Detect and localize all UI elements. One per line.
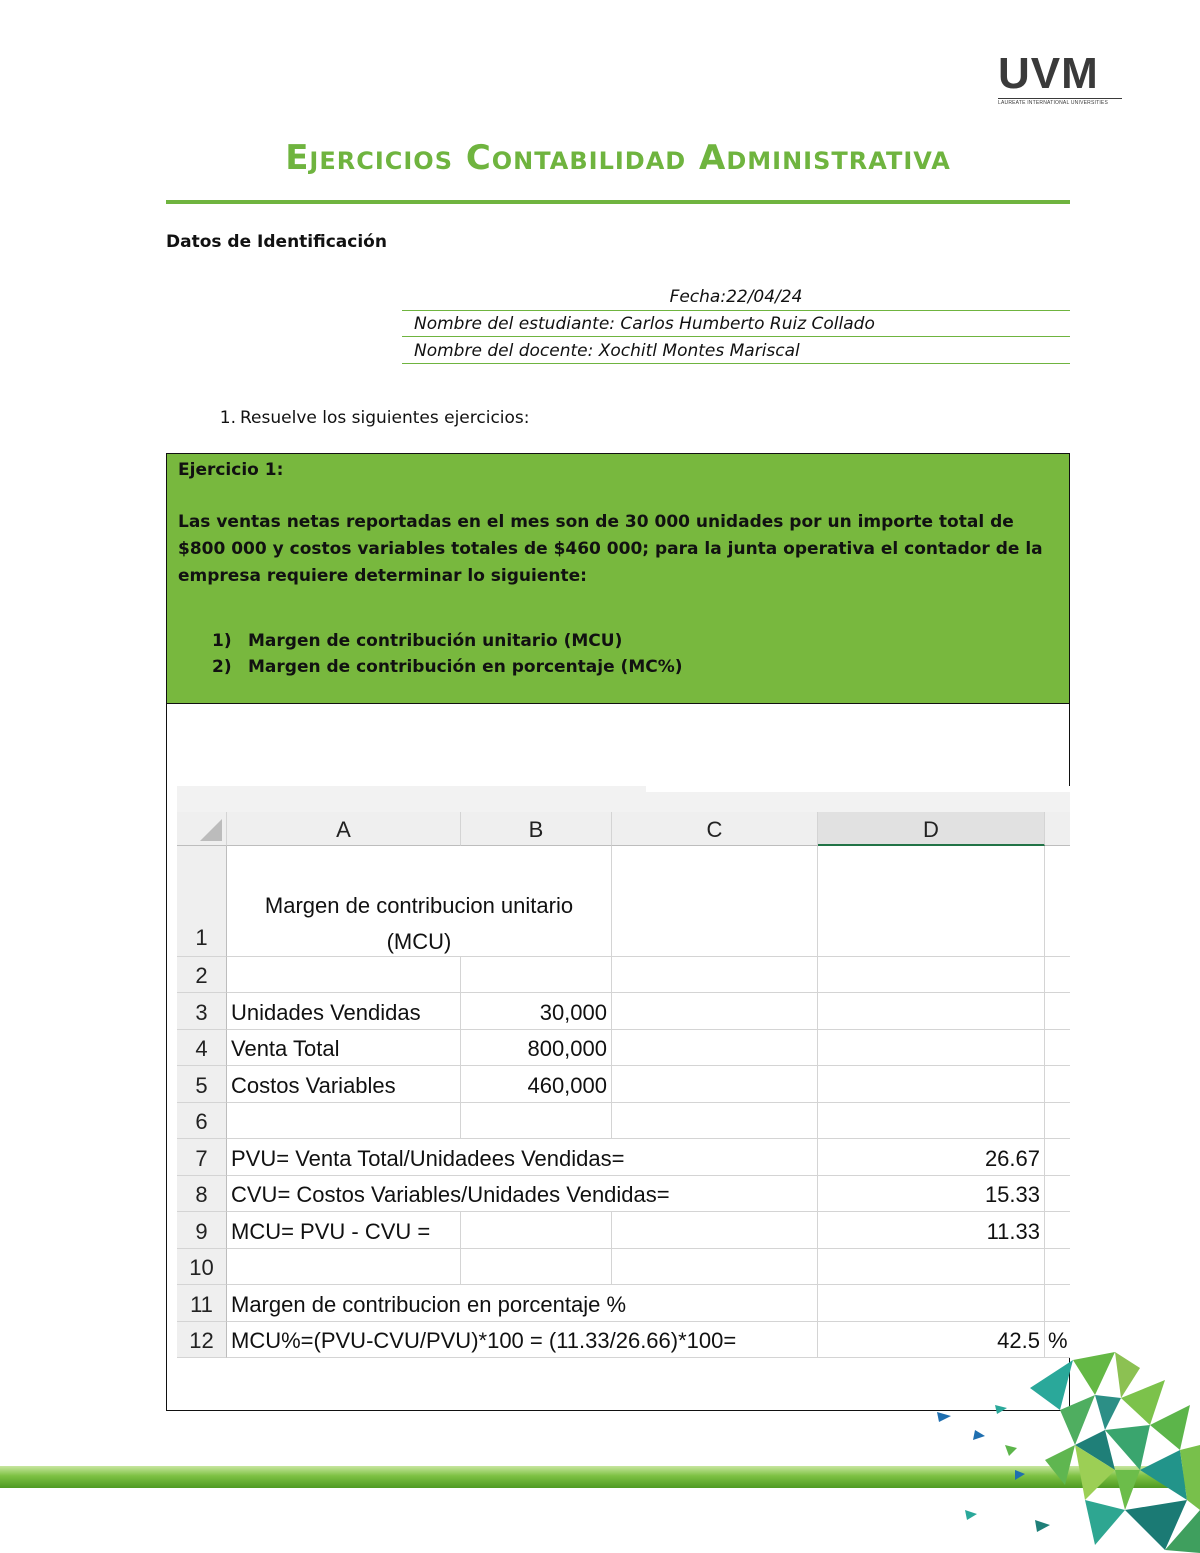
list-item bbox=[212, 654, 683, 680]
student-name-field: Nombre del estudiante: Carlos Humberto Ruiz Collado bbox=[402, 311, 1070, 337]
cell-a12: MCU%=(PVU-CVU/PVU)*100 = (11.33/26.66)*100= bbox=[227, 1322, 818, 1358]
select-all-corner bbox=[177, 812, 227, 846]
row-number: 10 bbox=[177, 1249, 227, 1285]
cell-b3: 30,000 bbox=[461, 993, 612, 1030]
cell-a5: Costos Variables bbox=[227, 1066, 461, 1103]
cell-a4: Venta Total bbox=[227, 1030, 461, 1066]
cell-a6 bbox=[227, 1103, 461, 1139]
cell-e7 bbox=[1045, 1139, 1070, 1176]
exercise-list bbox=[212, 628, 683, 680]
cell-d5 bbox=[818, 1066, 1045, 1103]
row-number: 11 bbox=[177, 1285, 227, 1322]
instruction-number: 1. bbox=[219, 408, 236, 428]
cell-d12: 42.5 bbox=[818, 1322, 1045, 1358]
row-number: 4 bbox=[177, 1030, 227, 1066]
cell-d11 bbox=[818, 1285, 1045, 1322]
cell-c10 bbox=[612, 1249, 818, 1285]
cell-e5 bbox=[1045, 1066, 1070, 1103]
exercise-paragraph: Las ventas netas reportadas en el mes son de 30 000 unidades por un importe total de $800 000 y costos variables totales de $460 000; para la junta operativa el contador de la empresa requiere determinar lo siguiente: bbox=[178, 512, 1043, 586]
row-number: 9 bbox=[177, 1212, 227, 1249]
exercise-title: Ejercicio 1: bbox=[178, 460, 284, 480]
row-number: 2 bbox=[177, 957, 227, 993]
cell-b5: 460,000 bbox=[461, 1066, 612, 1103]
cell-d8: 15.33 bbox=[818, 1176, 1045, 1212]
cell-d10 bbox=[818, 1249, 1045, 1285]
row-number: 12 bbox=[177, 1322, 227, 1358]
cell-d9: 11.33 bbox=[818, 1212, 1045, 1249]
row-number: 5 bbox=[177, 1066, 227, 1103]
spreadsheet-top-strip-gap bbox=[646, 786, 1070, 792]
row-number: 8 bbox=[177, 1176, 227, 1212]
teacher-name-field: Nombre del docente: Xochitl Montes Mariscal bbox=[402, 338, 1070, 364]
row-number: 7 bbox=[177, 1139, 227, 1176]
logo-text: UVM bbox=[998, 49, 1099, 98]
list-item-text: Margen de contribución unitario (MCU) bbox=[248, 631, 623, 651]
cell-d2 bbox=[818, 957, 1045, 993]
cell-c9 bbox=[612, 1212, 818, 1249]
title-divider bbox=[166, 200, 1070, 204]
cell-c4 bbox=[612, 1030, 818, 1066]
row-number: 6 bbox=[177, 1103, 227, 1139]
cell-e4 bbox=[1045, 1030, 1070, 1066]
cell-a9: MCU= PVU - CVU = bbox=[227, 1212, 461, 1249]
cell-a11: Margen de contribucion en porcentaje % bbox=[227, 1285, 818, 1322]
cell-a10 bbox=[227, 1249, 461, 1285]
cell-b10 bbox=[461, 1249, 612, 1285]
cell-a8: CVU= Costos Variables/Unidades Vendidas= bbox=[227, 1176, 818, 1212]
cell-c1 bbox=[612, 846, 818, 957]
cell-c2 bbox=[612, 957, 818, 993]
cell-b9 bbox=[461, 1212, 612, 1249]
instruction-item bbox=[200, 408, 530, 428]
cell-a1-line1: Margen de contribucion unitario bbox=[264, 893, 574, 918]
cell-c5 bbox=[612, 1066, 818, 1103]
instruction-text: Resuelve los siguientes ejercicios: bbox=[240, 408, 530, 428]
cell-e2 bbox=[1045, 957, 1070, 993]
cell-c3 bbox=[612, 993, 818, 1030]
cell-b2 bbox=[461, 957, 612, 993]
cell-d4 bbox=[818, 1030, 1045, 1066]
cell-b4: 800,000 bbox=[461, 1030, 612, 1066]
uvm-logo bbox=[998, 49, 1122, 108]
list-item-number: 1) bbox=[212, 631, 232, 651]
cell-e8 bbox=[1045, 1176, 1070, 1212]
column-header-e bbox=[1045, 812, 1070, 846]
cell-e11 bbox=[1045, 1285, 1070, 1322]
page-title: Ejercicios Contabilidad Administrativa bbox=[285, 138, 951, 178]
decorative-polygons-graphic bbox=[925, 1350, 1200, 1553]
row-number: 1 bbox=[177, 846, 227, 957]
cell-c6 bbox=[612, 1103, 818, 1139]
cell-e10 bbox=[1045, 1249, 1070, 1285]
cell-a1-line2: (MCU) bbox=[386, 929, 452, 954]
cell-e6 bbox=[1045, 1103, 1070, 1139]
cell-e3 bbox=[1045, 993, 1070, 1030]
logo-subtitle: LAUREATE INTERNATIONAL UNIVERSITIES bbox=[998, 98, 1122, 106]
cell-b6 bbox=[461, 1103, 612, 1139]
cell-a1 bbox=[227, 846, 612, 957]
list-item bbox=[212, 628, 683, 654]
cell-e9 bbox=[1045, 1212, 1070, 1249]
cell-a3: Unidades Vendidas bbox=[227, 993, 461, 1030]
cell-a7: PVU= Venta Total/Unidadees Vendidas= bbox=[227, 1139, 818, 1176]
cell-d7: 26.67 bbox=[818, 1139, 1045, 1176]
cell-a2 bbox=[227, 957, 461, 993]
list-item-number: 2) bbox=[212, 657, 232, 677]
cell-e12: % bbox=[1045, 1322, 1070, 1358]
cell-d3 bbox=[818, 993, 1045, 1030]
section-label: Datos de Identificación bbox=[166, 232, 387, 252]
cell-d6 bbox=[818, 1103, 1045, 1139]
column-header-b: B bbox=[461, 812, 612, 846]
column-header-a: A bbox=[227, 812, 461, 846]
date-field: Fecha:22/04/24 bbox=[402, 284, 1070, 311]
list-item-text: Margen de contribución en porcentaje (MC%) bbox=[248, 657, 683, 677]
cell-e1 bbox=[1045, 846, 1070, 957]
cell-d1 bbox=[818, 846, 1045, 957]
row-number: 3 bbox=[177, 993, 227, 1030]
column-header-c: C bbox=[612, 812, 818, 846]
column-header-d: D bbox=[818, 812, 1045, 846]
